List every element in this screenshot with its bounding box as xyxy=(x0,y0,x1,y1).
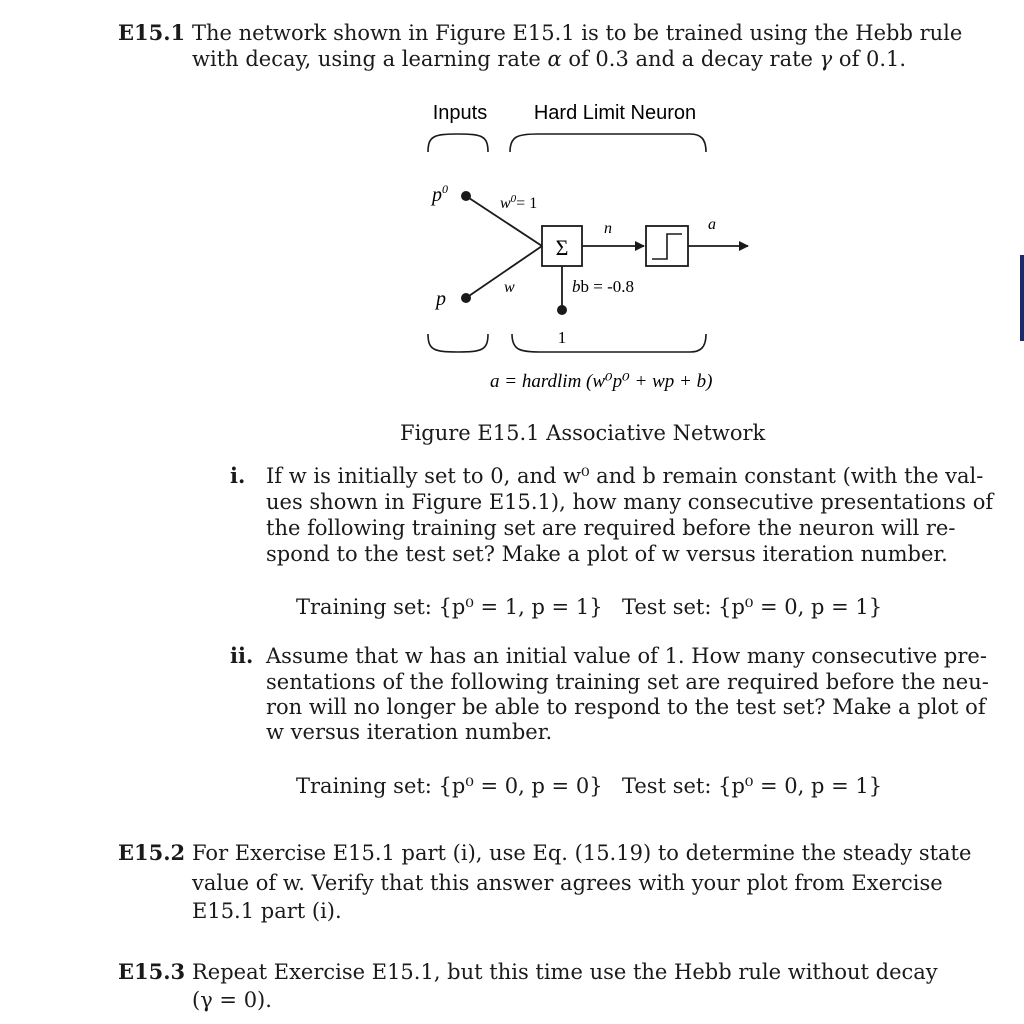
e15-1-intro-line2-mid: of 0.3 and a decay rate xyxy=(568,47,813,71)
a-label: a xyxy=(708,216,716,233)
inputs-top-brace xyxy=(428,134,488,152)
sum-symbol: Σ xyxy=(555,235,569,260)
w0-label: $w^0= 1$ xyxy=(500,193,538,212)
neuron-bottom-brace xyxy=(512,334,706,352)
hard-limit-neuron-label: Hard Limit Neuron xyxy=(533,102,697,124)
part-ii-training-set: Training set: {p⁰ = 0, p = 0} xyxy=(296,774,603,798)
gamma-symbol: γ xyxy=(819,47,833,71)
bias-input-label: 1 xyxy=(557,328,567,347)
w-label: w xyxy=(504,279,515,296)
part-i-line1: If w is initially set to 0, and w⁰ and b remain constant (with the val- xyxy=(266,464,984,488)
exercise-number-e15-3: E15.3 xyxy=(118,959,186,984)
e15-2-line3: E15.1 part (i). xyxy=(192,899,342,923)
e15-1-intro-line2 xyxy=(192,46,906,72)
part-ii-line3: ron will no longer be able to respond to the test set? Make a plot of xyxy=(266,695,986,719)
e15-2-line1: For Exercise E15.1 part (i), use Eq. (15.19) to determine the steady state xyxy=(192,841,972,865)
bias-value: b = -0.8 xyxy=(580,277,634,296)
part-ii-line2: sentations of the following training set are required before the neu- xyxy=(266,670,989,694)
e15-3-line1: Repeat Exercise E15.1, but this time use the Hebb rule without decay xyxy=(192,960,938,984)
part-i-line3: the following training set are required before the neuron will re- xyxy=(266,516,956,540)
p0-label: $p^0$ xyxy=(432,182,448,206)
part-i-line2: ues shown in Figure E15.1), how many consecutive presentations of xyxy=(266,490,994,514)
exercise-number-e15-2: E15.2 xyxy=(118,840,186,865)
inputs-label: Inputs xyxy=(432,102,488,124)
exercise-number-e15-1: E15.1 xyxy=(118,20,186,45)
network-equation: a = hardlim (w⁰p⁰ + wp + b) xyxy=(490,371,713,392)
part-i-test-set: Test set: {p⁰ = 0, p = 1} xyxy=(622,595,883,619)
alpha-symbol: α xyxy=(547,47,562,71)
neuron-top-brace xyxy=(510,134,706,152)
part-ii-test-set: Test set: {p⁰ = 0, p = 1} xyxy=(622,774,883,798)
bias-input-node xyxy=(557,305,567,315)
part-i-training-set: Training set: {p⁰ = 1, p = 1} xyxy=(296,595,603,619)
e15-2-line2: value of w. Verify that this answer agrees with your plot from Exercise xyxy=(192,871,943,895)
n-label: n xyxy=(604,220,612,237)
page-edge-marker xyxy=(1020,255,1024,341)
p-label: p xyxy=(436,288,446,310)
part-ii-line4: w versus iteration number. xyxy=(266,720,553,744)
inputs-bottom-brace xyxy=(428,334,488,352)
part-i-line4: spond to the test set? Make a plot of w versus iteration number. xyxy=(266,542,948,566)
e15-1-intro-line2-post: of 0.1. xyxy=(838,47,907,71)
e15-1-intro-line1: The network shown in Figure E15.1 is to be trained using the Hebb rule xyxy=(192,21,963,45)
e15-1-intro-line2-pre: with decay, using a learning rate xyxy=(192,47,541,71)
bias-label: bb = -0.8 xyxy=(572,277,634,296)
e15-3-line2: (γ = 0). xyxy=(192,988,272,1012)
associative-network-figure xyxy=(0,90,1024,400)
part-ii-line1: Assume that w has an initial value of 1. How many consecutive pre- xyxy=(266,644,987,668)
part-i-label: i. xyxy=(230,463,246,488)
figure-caption: Figure E15.1 Associative Network xyxy=(400,421,766,445)
part-ii-label: ii. xyxy=(230,643,254,668)
